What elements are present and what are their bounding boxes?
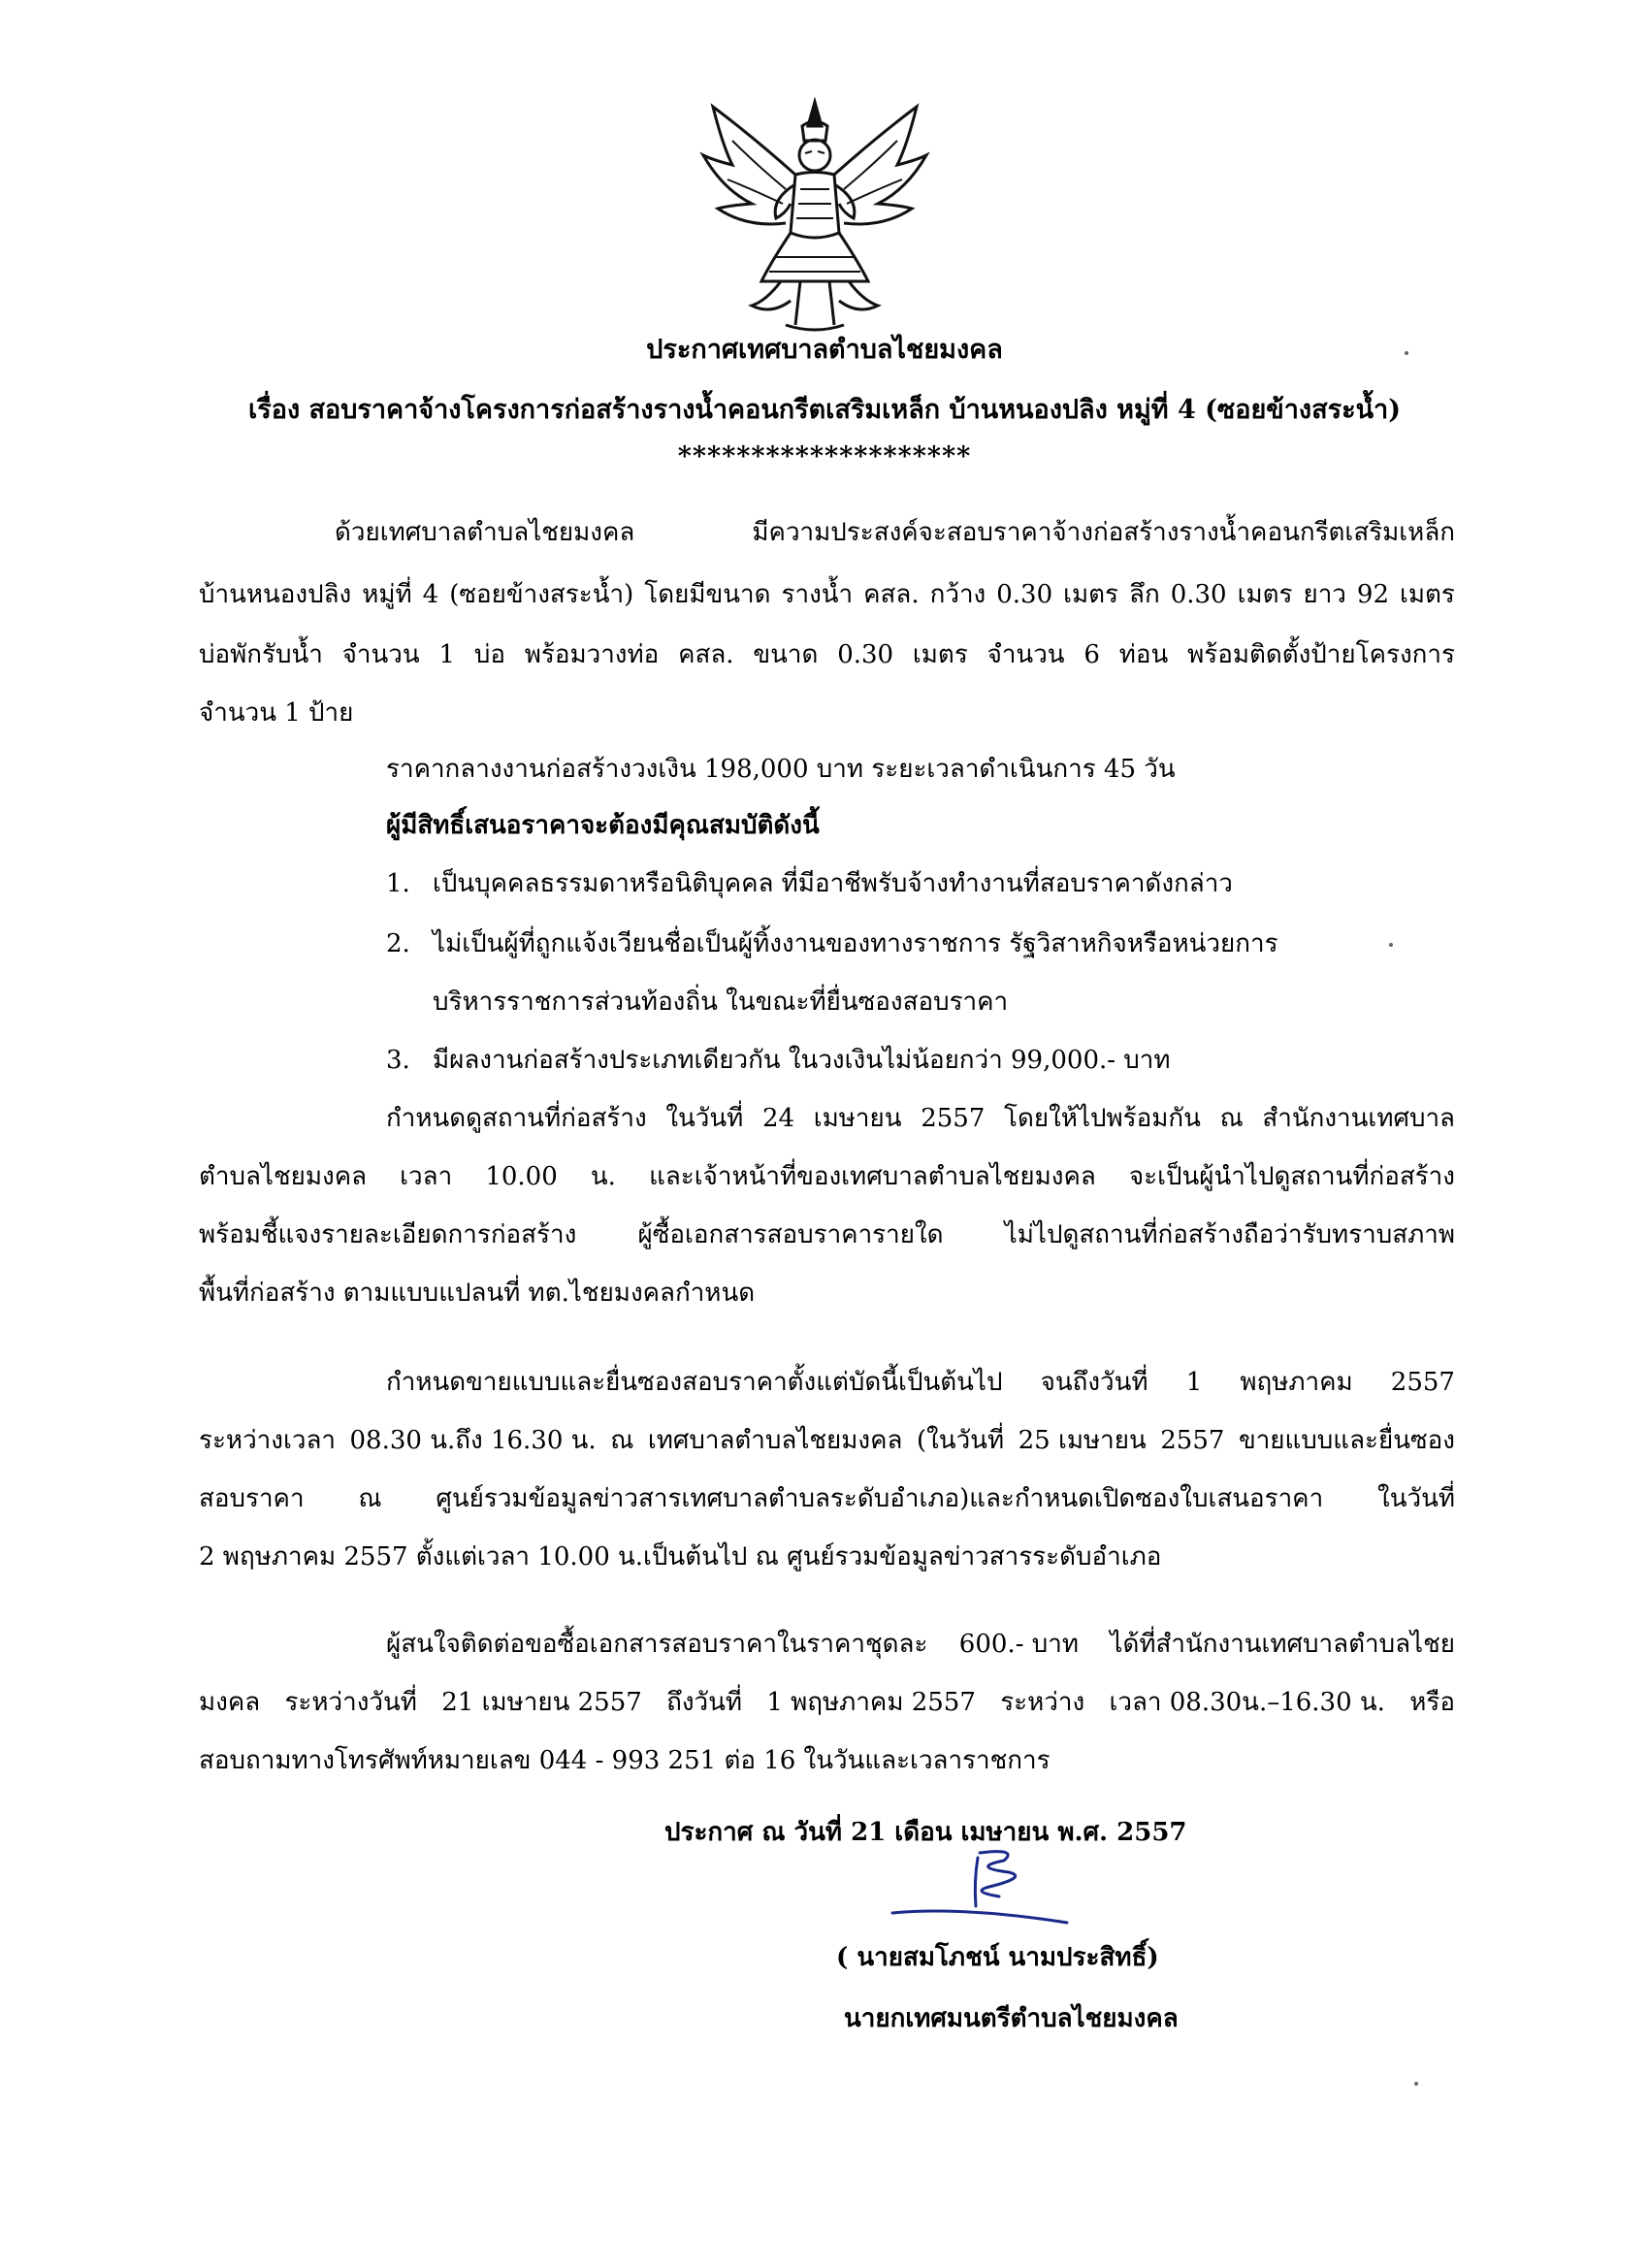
qualification-item: 3. มีผลงานก่อสร้างประเภทเดียวกัน ในวงเงินไม่น้อยกว่า 99,000.- บาท	[386, 1046, 1171, 1075]
intro-line-1: ด้วยเทศบาลตำบลไชยมงคล มีความประสงค์จะสอบราคาจ้างก่อสร้างรางน้ำคอนกรีตเสริมเหล็ก	[335, 518, 1455, 547]
subject-line: เรื่อง สอบราคาจ้างโครงการก่อสร้างรางน้ำคอนกรีตเสริมเหล็ก บ้านหนองปลิง หมู่ที่ 4 (ซอยข้างสระน้ำ)	[248, 395, 1401, 425]
qualification-item: 1. เป็นบุคคลธรรมดาหรือนิติบุคคล ที่มีอาชีพรับจ้างทำงานที่สอบราคาดังกล่าว	[386, 869, 1233, 898]
contact-line-2: มงคล ระหว่างวันที่ 21 เมษายน 2557 ถึงวันที่ 1 พฤษภาคม 2557 ระหว่าง เวลา 08.30น.–16.30 น. หรือ	[199, 1688, 1455, 1717]
intro-line-4: จำนวน 1 ป้าย	[199, 698, 354, 728]
separator: ********************	[677, 441, 972, 471]
site-visit-line-3: พร้อมชี้แจงรายละเอียดการก่อสร้าง ผู้ซื้อเอกสารสอบราคารายใด ไม่ไปดูสถานที่ก่อสร้างถือว่ารับทราบสภาพ	[199, 1220, 1455, 1249]
scan-speck	[1405, 351, 1408, 355]
signer-position: นายกเทศมนตรีตำบลไชยมงคล	[844, 2004, 1179, 2033]
qualification-item: 2. ไม่เป็นผู้ที่ถูกแจ้งเวียนชื่อเป็นผู้ทิ้งงานของทางราชการ รัฐวิสาหกิจหรือหน่วยการ	[386, 929, 1278, 958]
site-visit-line-4: พื้นที่ก่อสร้าง ตามแบบแปลนที่ ทต.ไชยมงคลกำหนด	[199, 1279, 756, 1308]
sale-line-2: ระหว่างเวลา 08.30 น.ถึง 16.30 น. ณ เทศบาลตำบลไชยมงคล (ในวันที่ 25 เมษายน 2557 ขายแบบและยื่นซอง	[199, 1426, 1455, 1455]
price-line: ราคากลางงานก่อสร้างวงเงิน 198,000 บาท ระยะเวลาดำเนินการ 45 วัน	[386, 755, 1176, 784]
sale-line-3: สอบราคา ณ ศูนย์รวมข้อมูลข่าวสารเทศบาลตำบลระดับอำเภอ)และกำหนดเปิดซองใบเสนอราคา ในวันที่	[199, 1484, 1455, 1513]
sale-line-4: 2 พฤษภาคม 2557 ตั้งแต่เวลา 10.00 น.เป็นต้นไป ณ ศูนย์รวมข้อมูลข่าวสารระดับอำเภอ	[199, 1542, 1162, 1571]
scan-speck	[1414, 2082, 1418, 2086]
handwritten-signature	[873, 1833, 1077, 1940]
announcement-date: ประกาศ ณ วันที่ 21 เดือน เมษายน พ.ศ. 2557	[664, 1818, 1187, 1847]
intro-line-3: บ่อพักรับน้ำ จำนวน 1 บ่อ พร้อมวางท่อ คสล. ขนาด 0.30 เมตร จำนวน 6 ท่อน พร้อมติดตั้งป้ายโครงการ	[199, 640, 1455, 669]
qualification-item-cont: บริหารราชการส่วนท้องถิ่น ในขณะที่ยื่นซองสอบราคา	[433, 988, 1009, 1017]
garuda-emblem-icon	[694, 97, 936, 335]
site-visit-line-1: กำหนดดูสถานที่ก่อสร้าง ในวันที่ 24 เมษายน 2557 โดยให้ไปพร้อมกัน ณ สำนักงานเทศบาล	[386, 1104, 1455, 1133]
page-title: ประกาศเทศบาลตำบลไชยมงคล	[646, 335, 1003, 365]
site-visit-line-2: ตำบลไชยมงคล เวลา 10.00 น. และเจ้าหน้าที่ของเทศบาลตำบลไชยมงคล จะเป็นผู้นำไปดูสถานที่ก่อสร้าง	[199, 1162, 1455, 1191]
contact-line-1: ผู้สนใจติดต่อขอซื้อเอกสารสอบราคาในราคาชุดละ 600.- บาท ได้ที่สำนักงานเทศบาลตำบลไชย	[386, 1630, 1455, 1659]
scan-speck	[1389, 943, 1393, 947]
qualifications-heading: ผู้มีสิทธิ์เสนอราคาจะต้องมีคุณสมบัติดังนี้	[386, 811, 820, 840]
sale-line-1: กำหนดขายแบบและยื่นซองสอบราคาตั้งแต่บัดนี้เป็นต้นไป จนถึงวันที่ 1 พฤษภาคม 2557	[386, 1368, 1455, 1397]
signer-name: ( นายสมโภชน์ นามประสิทธิ์)	[836, 1943, 1159, 1972]
contact-line-3: สอบถามทางโทรศัพท์หมายเลข 044 - 993 251 ต่อ 16 ในวันและเวลาราชการ	[199, 1746, 1051, 1775]
intro-line-2: บ้านหนองปลิง หมู่ที่ 4 (ซอยข้างสระน้ำ) โดยมีขนาด รางน้ำ คสล. กว้าง 0.30 เมตร ลึก 0.30 เมตร ยาว 92 เมตร	[199, 580, 1455, 609]
